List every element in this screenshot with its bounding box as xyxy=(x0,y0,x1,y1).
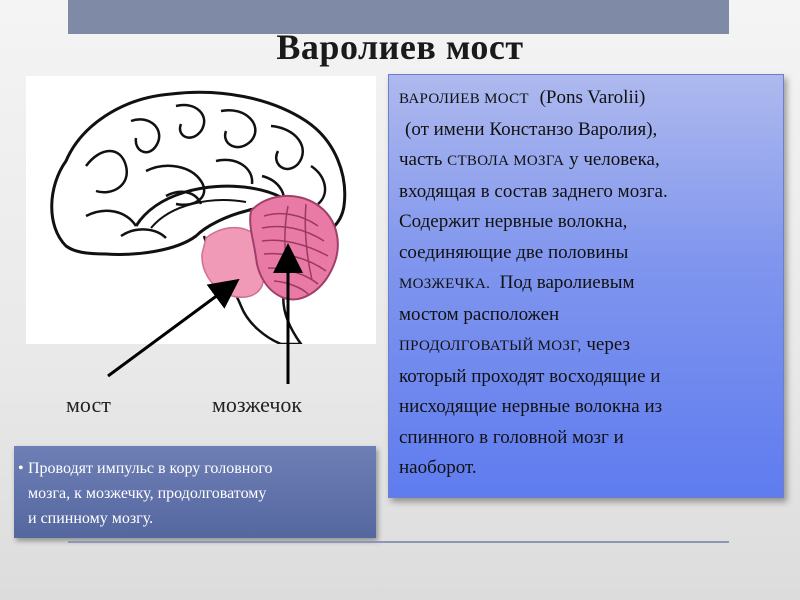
cerebellum-label: мозжечок xyxy=(212,392,303,417)
info-line: МОЗЖЕЧКА. Под варолиевым xyxy=(399,272,635,293)
slide-title: Варолиев мост xyxy=(276,27,524,67)
info-line: Содержит нервные волокна, xyxy=(399,211,628,232)
term-caps: ПРОДОЛГОВАТЫЙ МОЗГ, xyxy=(399,338,582,354)
brain-illustration xyxy=(26,76,376,344)
function-summary-box xyxy=(14,446,376,538)
latin-name: (Pons Varolii) xyxy=(539,87,646,108)
info-line: входящая в состав заднего мозга. xyxy=(399,180,668,202)
bottom-divider xyxy=(68,541,729,543)
term-caps: МОЗЖЕЧКА. xyxy=(399,276,491,292)
info-line: который проходят восходящие и xyxy=(399,365,661,387)
term-caps: СТВОЛА МОЗГА xyxy=(447,153,565,169)
info-line: мостом расположен xyxy=(399,303,560,325)
function-text: Проводят импульс в кору головного мозга, к мозжечку, продолговатому и спинному мозгу. xyxy=(28,460,273,527)
info-line: (от имени Констанзо Варолия), xyxy=(405,118,658,140)
bullet-icon: • xyxy=(18,460,24,477)
pons-label: мост xyxy=(66,392,111,417)
brain-illustration-panel xyxy=(26,76,376,344)
info-line: ПРОДОЛГОВАТЫЙ МОЗГ, через xyxy=(399,334,631,355)
info-line: часть СТВОЛА МОЗГА у человека, xyxy=(399,149,660,170)
info-line: спинного в головной мозг и xyxy=(399,426,624,448)
info-line xyxy=(399,83,773,115)
info-line: наоборот. xyxy=(399,457,477,478)
term-caps: ВАРОЛИЕВ МОСТ xyxy=(399,91,529,107)
info-line: нисходящие нервные волокна из xyxy=(399,396,663,417)
info-text-box xyxy=(388,74,784,498)
info-line: соединяющие две половины xyxy=(399,241,629,263)
